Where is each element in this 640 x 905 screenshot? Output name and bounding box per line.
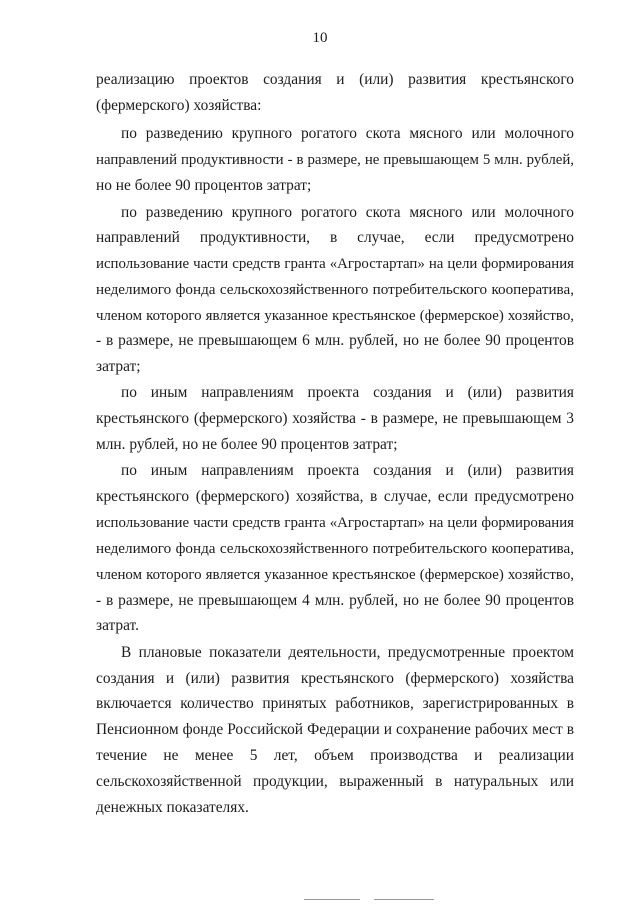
text-line: течение не менее 5 лет, объем производства и реализации — [96, 747, 574, 764]
text-line: крестьянского (фермерского) хозяйства - в размере, не превышающем 3 — [96, 410, 574, 427]
text-line: сельскохозяйственной продукции, выраженный в натуральных или — [96, 773, 574, 790]
text-line: но не более 90 процентов затрат; — [96, 177, 312, 194]
text-line: членом которого является указанное крестьянское (фермерское) хозяйство, — [96, 308, 574, 324]
text-line: Пенсионном фонде Российской Федерации и сохранение рабочих мест в — [96, 721, 574, 738]
text-line: реализацию проектов создания и (или) развития крестьянского — [96, 71, 574, 88]
text-line: неделимого фонда сельскохозяйственного потребительского кооператива, — [96, 541, 574, 557]
text-line: по разведению крупного рогатого скота мясного или молочного — [121, 125, 574, 142]
text-line: - в размере, не превышающем 4 млн. рублей, но не более 90 процентов — [96, 592, 574, 609]
footer-rule — [304, 899, 360, 900]
text-line: В плановые показатели деятельности, предусмотренные проектом — [121, 644, 574, 661]
text-line: членом которого является указанное крестьянское (фермерское) хозяйство, — [96, 567, 574, 583]
text-line: по иным направлениям проекта создания и (или) развития — [121, 462, 574, 479]
text-line: (фермерского) хозяйства: — [96, 97, 262, 114]
text-line: направлений продуктивности, в случае, если предусмотрено — [96, 229, 574, 246]
text-line: затрат; — [96, 358, 141, 375]
text-line: неделимого фонда сельскохозяйственного потребительского кооператива, — [96, 282, 574, 298]
text-line: использование части средств гранта «Агростартап» на цели формирования — [96, 515, 574, 531]
text-line: создания и (или) развития крестьянского (фермерского) хозяйства — [96, 670, 574, 687]
text-line: млн. рублей, но не более 90 процентов затрат; — [96, 436, 398, 453]
text-line: - в размере, не превышающем 6 млн. рублей, но не более 90 процентов — [96, 332, 574, 349]
text-line: использование части средств гранта «Агростартап» на цели формирования — [96, 256, 574, 272]
text-line: по иным направлениям проекта создания и (или) развития — [121, 384, 574, 401]
text-line: крестьянского (фермерского) хозяйства, в случае, если предусмотрено — [96, 488, 574, 505]
footer-rule — [374, 899, 434, 900]
text-line: по разведению крупного рогатого скота мясного или молочного — [121, 204, 574, 221]
text-line: затрат. — [96, 617, 139, 634]
text-line: денежных показателях. — [96, 799, 249, 816]
text-line: включается количество принятых работников, зарегистрированных в — [96, 695, 574, 712]
page-number: 10 — [312, 30, 328, 46]
text-line: направлений продуктивности - в размере, не превышающем 5 млн. рублей, — [96, 152, 574, 168]
